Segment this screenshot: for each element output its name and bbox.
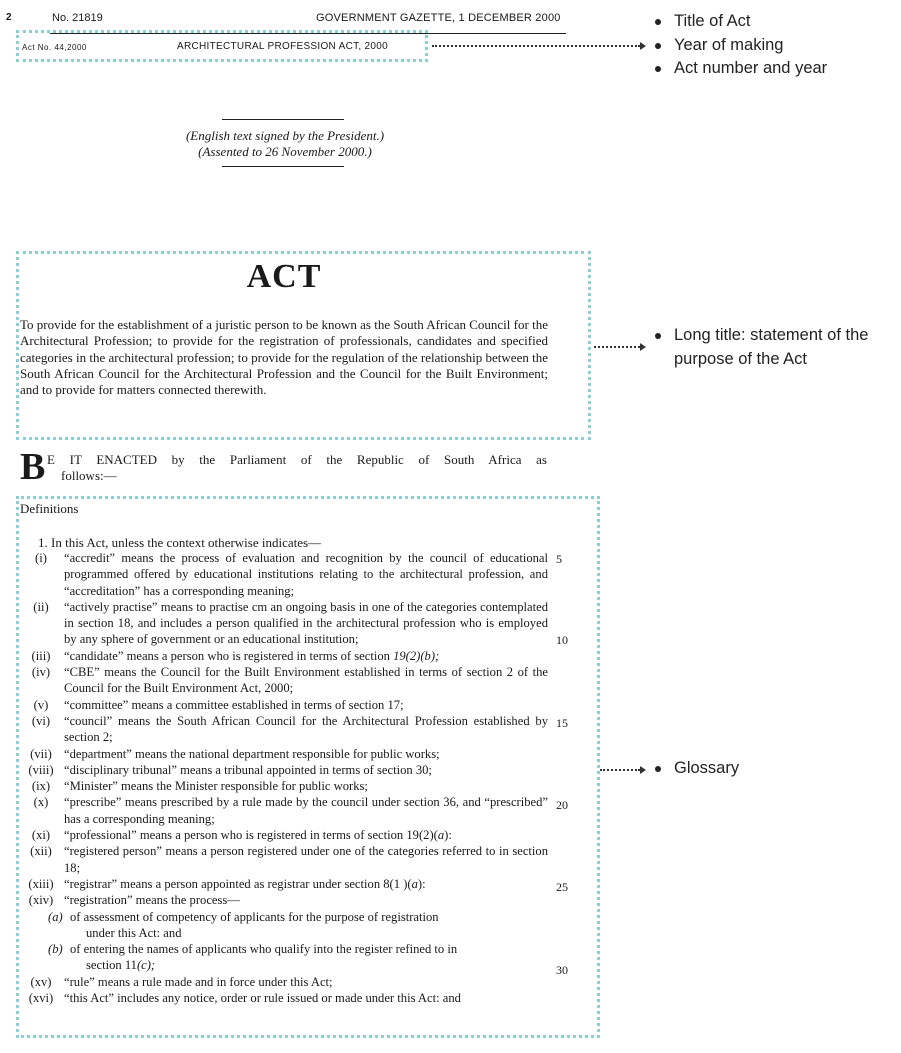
act-heading: ACT bbox=[246, 258, 322, 295]
enactment-clause bbox=[47, 452, 547, 484]
assent-line-2: (Assented to 26 November 2000.) bbox=[198, 144, 372, 159]
definition-item: (viii) “disciplinary tribunal” means a tribunal appointed in terms of section 30; bbox=[28, 762, 432, 777]
definition-item: (iii) “candidate” means a person who is registered in terms of section 19(2)(b); bbox=[31, 648, 440, 663]
line-number: 30 bbox=[556, 963, 568, 977]
definition-item: (vii) “department” means the national department responsible for public works; bbox=[30, 746, 440, 761]
enactment-dropcap: B bbox=[20, 446, 46, 488]
definition-item: (iv) “CBE” means the Council for the Built Environment established in terms of section 2 of the Council for the Built Environment Act, 2000; bbox=[31, 665, 548, 696]
glossary-annotation bbox=[652, 757, 852, 781]
header-annotation bbox=[652, 10, 892, 81]
line-number: 10 bbox=[556, 633, 568, 647]
header-highlight-box bbox=[16, 30, 428, 62]
long-title-arrow bbox=[594, 346, 640, 348]
definition-item: (xiv) “registration” means the process— bbox=[28, 893, 240, 908]
line-number: 15 bbox=[556, 716, 568, 730]
glossary-arrow bbox=[600, 769, 640, 771]
annotation-year-of-making: Year of making bbox=[652, 34, 892, 58]
line-number: 5 bbox=[556, 552, 562, 566]
page-number: 2 bbox=[6, 12, 12, 23]
long-title-annotation bbox=[652, 324, 892, 371]
definition-item: (vi) “council” means the South African Council for the Architectural Profession established by section 2; bbox=[31, 713, 548, 745]
enactment-line-1: E IT ENACTED by the Parliament of the Republic of South Africa as bbox=[47, 452, 547, 467]
definitions-intro: 1. In this Act, unless the context otherwise indicates— bbox=[38, 535, 322, 550]
assent-line-1: (English text signed by the President.) bbox=[185, 128, 385, 143]
line-number: 25 bbox=[556, 880, 568, 894]
enactment-line-2: follows:— bbox=[61, 468, 117, 483]
definition-item: (xvi) “this Act” includes any notice, order or rule issued or made under this Act: and bbox=[28, 991, 461, 1006]
header-arrow bbox=[432, 45, 640, 47]
definitions-list bbox=[18, 550, 548, 1006]
annotation-long-title: Long title: statement of the purpose of the Act bbox=[652, 324, 892, 371]
gazette-title: GOVERNMENT GAZETTE, 1 DECEMBER 2000 bbox=[316, 12, 561, 24]
definition-item: (x) “prescribe” means prescribed by a rule made by the council under section 36, and “prescribed” has a corresponding meaning; bbox=[33, 795, 548, 826]
act-running-title: ARCHITECTURAL PROFESSION ACT, 2000 bbox=[177, 41, 388, 52]
definitions-heading: Definitions bbox=[20, 501, 79, 516]
assent-rule-bottom bbox=[222, 166, 344, 167]
annotation-act-number: Act number and year bbox=[652, 57, 892, 81]
definition-item: (xv) “rule” means a rule made and in force under this Act; bbox=[30, 974, 333, 989]
definition-item: (ix) “Minister” means the Minister responsible for public works; bbox=[31, 779, 368, 794]
definition-item: (i) “accredit” means the process of evaluation and recognition by the council of educational programmed offered by educational institutions relating to the architectural profession, and “accreditation” has a corresponding meaning; bbox=[35, 551, 548, 598]
definition-item: (ii) “actively practise” means to practise cm an ongoing basis in one of the categories contemplated in section 18, and includes a person qualified in the architectural profession who is employed by any sphere of government or an educational institution; bbox=[33, 599, 548, 647]
act-number: Act No. 44,2000 bbox=[22, 43, 87, 52]
definition-sub-item: (b) of entering the names of applicants who qualify into the register refined to in section 11(c); bbox=[48, 942, 458, 973]
long-title: To provide for the establishment of a juristic person to be known as the South African Council for the Architectural Profession; to provide for the registration of professionals, candidates and specified categories in the architectural profession; to provide for the regulation of the relationship between the South African Council for the Architectural Profession and the Council for the Built Environment; and to provide for matters connected therewith. bbox=[20, 317, 548, 398]
line-number: 20 bbox=[556, 798, 568, 812]
definition-sub-item: (a) of assessment of competency of applicants for the purpose of registration under this Act: and bbox=[48, 909, 439, 940]
definition-item: (xii) “registered person” means a person registered under one of the categories referred to in section 18; bbox=[30, 844, 548, 875]
gazette-number: No. 21819 bbox=[52, 12, 103, 24]
assent-rule-top bbox=[222, 119, 344, 120]
definition-item: (xiii) “registrar” means a person appointed as registrar under section 8(1 )(a): bbox=[28, 876, 426, 891]
annotation-title-of-act: Title of Act bbox=[652, 10, 892, 34]
definition-item: (xi) “professional” means a person who is registered in terms of section 19(2)(a): bbox=[31, 828, 452, 843]
definition-item: (v) “committee” means a committee established in terms of section 17; bbox=[33, 697, 404, 712]
annotation-glossary: Glossary bbox=[652, 757, 852, 781]
